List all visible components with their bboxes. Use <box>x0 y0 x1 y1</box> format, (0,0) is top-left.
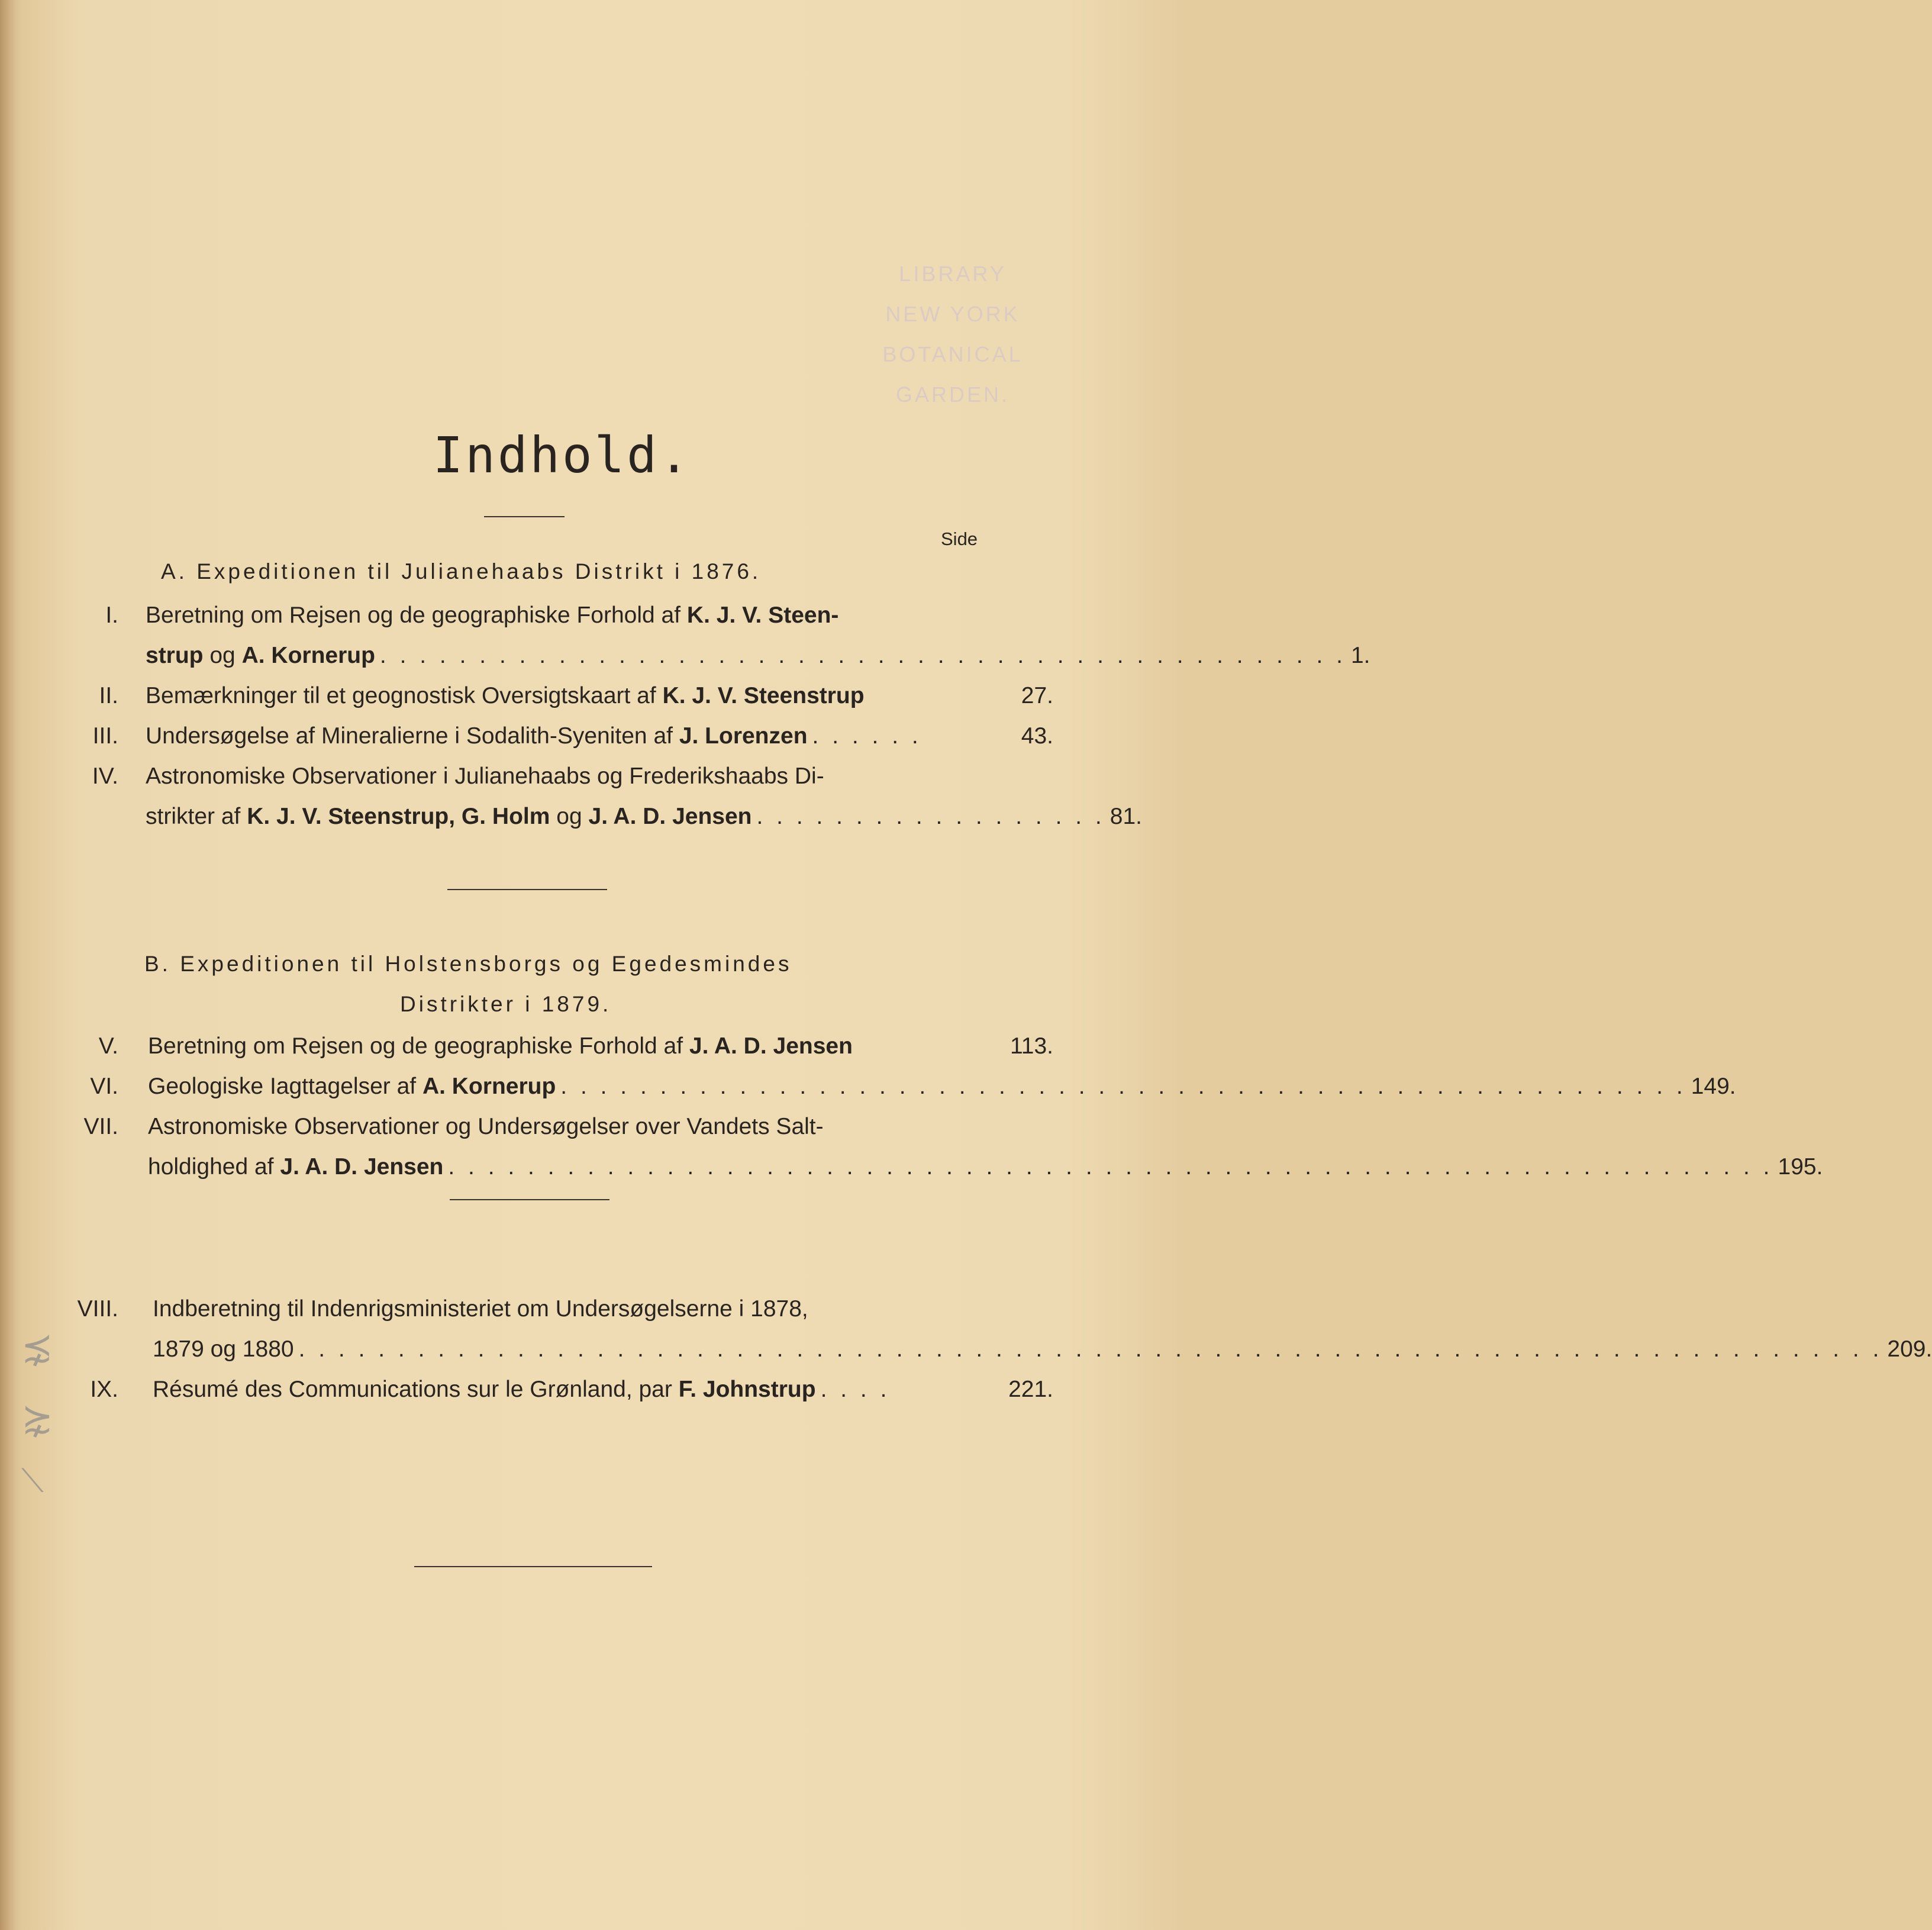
entry-author: K. J. V. Steen- <box>686 602 839 628</box>
leader-dots: . . . . . . <box>812 723 922 749</box>
entry-number: VII. <box>83 1114 118 1139</box>
entry-title: Résumé des Communications sur le Grønland, par <box>153 1377 672 1402</box>
page-number: 43. <box>1021 723 1053 749</box>
library-stamp-line-2: NEW YORK <box>885 302 1020 326</box>
library-stamp-line-3: BOTANICAL <box>882 342 1023 366</box>
library-stamp-line-1: LIBRARY <box>899 262 1007 286</box>
page-number: 209. <box>1887 1336 1932 1362</box>
entry-title: Astronomiske Observationer i Julianehaabs og Frederikshaabs Di- <box>146 763 824 789</box>
leader-dots: . . . . <box>820 1377 891 1402</box>
entry-number: I. <box>105 602 118 628</box>
page-title: Indhold. <box>433 426 692 484</box>
entry-number: V. <box>98 1033 118 1059</box>
leader-dots: . . . . . . . . . . . . . . . . . . . . . . . . . . . . . . . . . . . . . . . . . . . . . . . . . <box>379 643 1346 668</box>
pencil-mark-icon: ⋩ <box>21 1397 53 1441</box>
library-stamp-line-4: GARDEN. <box>895 382 1010 407</box>
page-number: 113. <box>1009 1033 1053 1059</box>
leader-dots: . . . . . . . . . . . . . . . . . . . . . . . . . . . . . . . . . . . . . . . . . . . . . . . . . . . . . . . . . <box>560 1074 1686 1099</box>
entry-author: J. A. D. Jensen <box>280 1154 444 1180</box>
toc-entry-iii[interactable] <box>77 723 1053 753</box>
end-rule <box>414 1566 652 1567</box>
toc-entry-viii[interactable] <box>77 1296 1932 1362</box>
page-number: 1. <box>1350 643 1370 668</box>
pencil-mark-icon: ⋨ <box>21 1326 53 1370</box>
page-number: 195. <box>1778 1154 1823 1180</box>
section-a-heading: A. Expeditionen til Julianehaabs Distrikt i 1876. <box>161 559 762 584</box>
entry-number: III. <box>92 723 118 749</box>
entry-number: VIII. <box>77 1296 118 1322</box>
entry-title: Beretning om Rejsen og de geographiske Forhold af <box>148 1033 683 1059</box>
entry-author: A. Kornerup <box>422 1074 556 1099</box>
section-divider <box>450 1199 609 1200</box>
page-number: 81. <box>1109 804 1142 829</box>
section-b-heading-cont: Distrikter i 1879. <box>400 992 612 1016</box>
entry-author: J. Lorenzen <box>679 723 808 749</box>
leader-dots: . . . . . . . . . . . . . . . . . . <box>756 804 1105 829</box>
entry-title: Astronomiske Observationer og Undersøgelser over Vandets Salt- <box>148 1114 824 1139</box>
page-number: 27. <box>1021 683 1053 708</box>
entry-title: Indberetning til Indenrigsministeriet om Undersøgelserne i 1878, <box>153 1296 808 1322</box>
entry-title-cont: strikter af <box>146 804 241 829</box>
title-rule <box>484 516 565 517</box>
entry-author: K. J. V. Steenstrup <box>662 683 865 708</box>
entry-author: G. Holm <box>461 804 550 829</box>
entry-title: Bemærkninger til et geognostisk Oversigtskaart af <box>146 683 656 708</box>
entry-number: VI. <box>90 1074 118 1099</box>
book-spine-shadow <box>0 0 15 1930</box>
entry-author: K. J. V. Steenstrup, <box>247 804 456 829</box>
entry-title: Geologiske Iagttagelser af <box>148 1074 417 1099</box>
entry-title-cont: holdighed af <box>148 1154 274 1180</box>
pencil-mark-icon: ⟍ <box>21 1462 44 1499</box>
entry-title-cont: 1879 og 1880 <box>153 1336 294 1362</box>
entry-author: A. Kornerup <box>241 643 375 668</box>
entry-number: IV. <box>92 763 118 789</box>
entry-conjunction: og <box>556 804 582 829</box>
toc-entry-i[interactable] <box>77 602 1370 668</box>
entry-author: J. A. D. Jensen <box>588 804 752 829</box>
page-number: 149. <box>1691 1074 1736 1099</box>
entry-author: F. Johnstrup <box>678 1377 816 1402</box>
entry-author: strup <box>146 643 204 668</box>
toc-entry-vi[interactable] <box>77 1074 1736 1103</box>
entry-number: II. <box>99 683 118 708</box>
toc-entry-v[interactable] <box>77 1033 1053 1063</box>
side-column-label: Side <box>941 529 978 549</box>
entry-title: Beretning om Rejsen og de geographiske Forhold af <box>146 602 681 628</box>
entry-title-cont: og <box>209 643 236 668</box>
section-divider <box>447 889 607 890</box>
leader-dots: . . . . . . . . . . . . . . . . . . . . . . . . . . . . . . . . . . . . . . . . . . . . . . . . . . . . . . . . . . . . . . . . . . . <box>448 1154 1773 1180</box>
toc-entry-ix[interactable] <box>77 1377 1053 1406</box>
entry-author: J. A. D. Jensen <box>689 1033 853 1059</box>
page-number: 221. <box>1008 1377 1053 1402</box>
section-b-heading: B. Expeditionen til Holstensborgs og Egedesmindes <box>144 952 792 976</box>
leader-dots: . . . . . . . . . . . . . . . . . . . . . . . . . . . . . . . . . . . . . . . . . . . . . . . . . . . . . . . . . . . . . . . . . . . . . . . . . . . . . . . . <box>298 1336 1883 1362</box>
entry-number: IX. <box>90 1377 118 1402</box>
toc-entry-vii[interactable] <box>77 1114 1823 1180</box>
entry-title: Undersøgelse af Mineralierne i Sodalith-Syeniten af <box>146 723 673 749</box>
toc-entry-ii[interactable] <box>77 683 1053 713</box>
toc-entry-iv[interactable] <box>77 763 1142 829</box>
